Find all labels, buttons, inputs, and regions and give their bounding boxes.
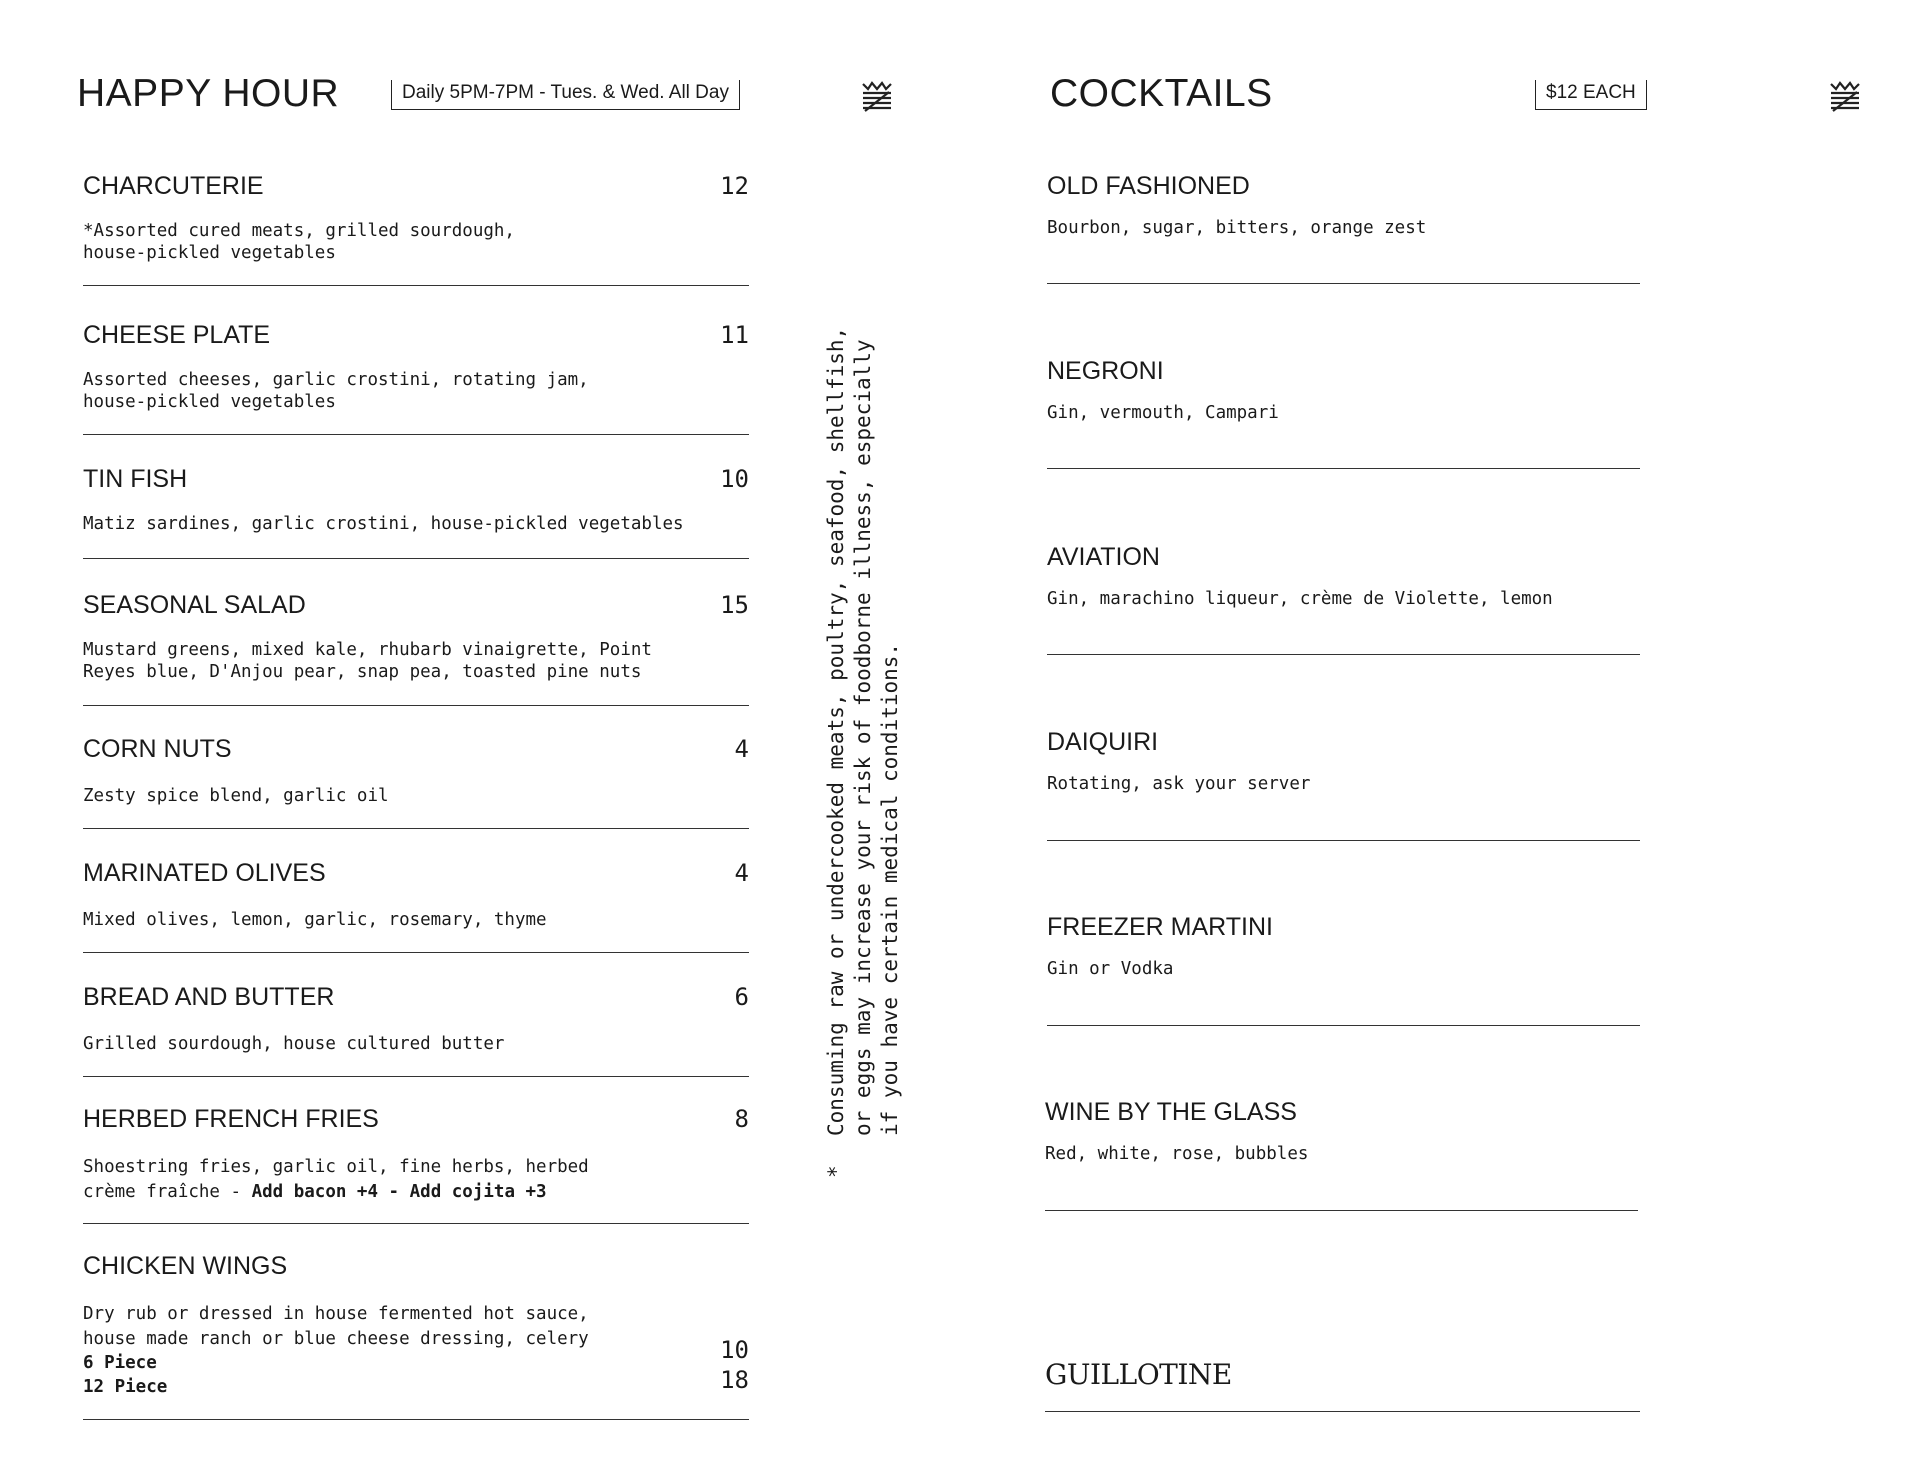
cocktail-description: Gin, vermouth, Campari xyxy=(1047,403,1279,423)
item-name: MARINATED OLIVES xyxy=(83,859,326,887)
cocktail-wine-by-the-glass xyxy=(1045,1098,1638,1211)
item-name: BREAD AND BUTTER xyxy=(83,983,335,1011)
menu-item-cheese-plate xyxy=(83,319,749,435)
item-name: CHEESE PLATE xyxy=(83,321,271,349)
menu-item-herbed-french-fries xyxy=(83,1103,749,1224)
item-price: 15 xyxy=(720,591,749,619)
cocktail-name: AVIATION xyxy=(1047,543,1160,571)
cocktail-name: OLD FASHIONED xyxy=(1047,172,1250,200)
disclaimer-asterisk: * xyxy=(824,1165,848,1178)
item-description-line: crème fraîche - xyxy=(83,1182,252,1202)
brand-footer xyxy=(1045,1358,1640,1412)
menu-item-marinated-olives xyxy=(83,857,749,953)
item-price: 4 xyxy=(734,735,749,763)
item-name: CHICKEN WINGS xyxy=(83,1252,288,1280)
cocktail-name: DAIQUIRI xyxy=(1047,728,1159,756)
item-price: 8 xyxy=(734,1105,749,1133)
cocktail-name: WINE BY THE GLASS xyxy=(1045,1098,1297,1126)
item-name: TIN FISH xyxy=(83,465,188,493)
item-description: Dry rub or dressed in house fermented hot sauce, house made ranch or blue cheese dressing, celery xyxy=(83,1304,589,1349)
menu-item-charcuterie xyxy=(83,170,749,286)
cocktail-description: Bourbon, sugar, bitters, orange zest xyxy=(1047,218,1427,238)
menu-item-chicken-wings xyxy=(83,1250,749,1420)
item-description xyxy=(83,1155,589,1205)
item-description: *Assorted cured meats, grilled sourdough, house-pickled vegetables xyxy=(83,221,515,263)
item-description: Zesty spice blend, garlic oil xyxy=(83,786,389,806)
cocktails-title: COCKTAILS xyxy=(1050,72,1273,115)
cocktail-description: Red, white, rose, bubbles xyxy=(1045,1144,1309,1164)
item-description: Grilled sourdough, house cultured butter xyxy=(83,1034,505,1054)
cocktail-name: NEGRONI xyxy=(1047,357,1164,385)
item-name: CHARCUTERIE xyxy=(83,172,264,200)
happy-hour-hours: Daily 5PM-7PM - Tues. & Wed. All Day xyxy=(391,80,740,110)
cocktail-description: Gin or Vodka xyxy=(1047,959,1174,979)
menu-item-bread-and-butter xyxy=(83,981,749,1077)
item-description: Mustard greens, mixed kale, rhubarb vinaigrette, Point Reyes blue, D'Anjou pear, snap pea, toasted pine nuts xyxy=(83,640,652,682)
item-description: Assorted cheeses, garlic crostini, rotating jam, house-pickled vegetables xyxy=(83,370,589,412)
item-price: 18 xyxy=(720,1366,749,1394)
food-safety-disclaimer xyxy=(823,327,904,1178)
item-name: CORN NUTS xyxy=(83,735,232,763)
crown-icon xyxy=(1828,80,1862,114)
item-price: 11 xyxy=(720,321,749,349)
cocktail-aviation xyxy=(1047,543,1640,655)
cocktail-negroni xyxy=(1047,357,1640,469)
disclaimer-line: if you have certain medical conditions. xyxy=(878,642,902,1136)
cocktail-old-fashioned xyxy=(1047,172,1640,284)
crown-icon xyxy=(860,80,894,114)
disclaimer-line: Consuming raw or undercooked meats, poultry, seafood, shellfish, xyxy=(824,326,848,1136)
item-price: 10 xyxy=(720,1336,749,1364)
item-option: 6 Piece xyxy=(83,1353,157,1373)
item-description: Mixed olives, lemon, garlic, rosemary, thyme xyxy=(83,910,547,930)
cocktails-price: $12 EACH xyxy=(1535,80,1647,110)
item-option: 12 Piece xyxy=(83,1377,168,1397)
cocktail-name: FREEZER MARTINI xyxy=(1047,913,1273,941)
item-price: 6 xyxy=(734,983,749,1011)
item-name: SEASONAL SALAD xyxy=(83,591,306,619)
item-description: Matiz sardines, garlic crostini, house-pickled vegetables xyxy=(83,514,684,534)
item-addons: Add bacon +4 - Add cojita +3 xyxy=(251,1182,547,1202)
item-name: HERBED FRENCH FRIES xyxy=(83,1105,379,1133)
menu-item-seasonal-salad xyxy=(83,589,749,706)
cocktail-description: Gin, marachino liqueur, crème de Violette, lemon xyxy=(1047,589,1553,609)
cocktail-description: Rotating, ask your server xyxy=(1047,774,1311,794)
item-price: 4 xyxy=(734,859,749,887)
item-price: 12 xyxy=(720,172,749,200)
cocktail-daiquiri xyxy=(1047,728,1640,841)
cocktail-freezer-martini xyxy=(1047,913,1640,1026)
menu-item-tin-fish xyxy=(83,463,749,559)
happy-hour-title: HAPPY HOUR xyxy=(77,72,340,115)
brand-name: GUILLOTINE xyxy=(1045,1358,1232,1391)
menu-item-corn-nuts xyxy=(83,733,749,829)
item-price: 10 xyxy=(720,465,749,493)
item-description-line: Shoestring fries, garlic oil, fine herbs, herbed xyxy=(83,1157,589,1177)
disclaimer-line: or eggs may increase your risk of foodborne illness, especially xyxy=(851,339,875,1136)
